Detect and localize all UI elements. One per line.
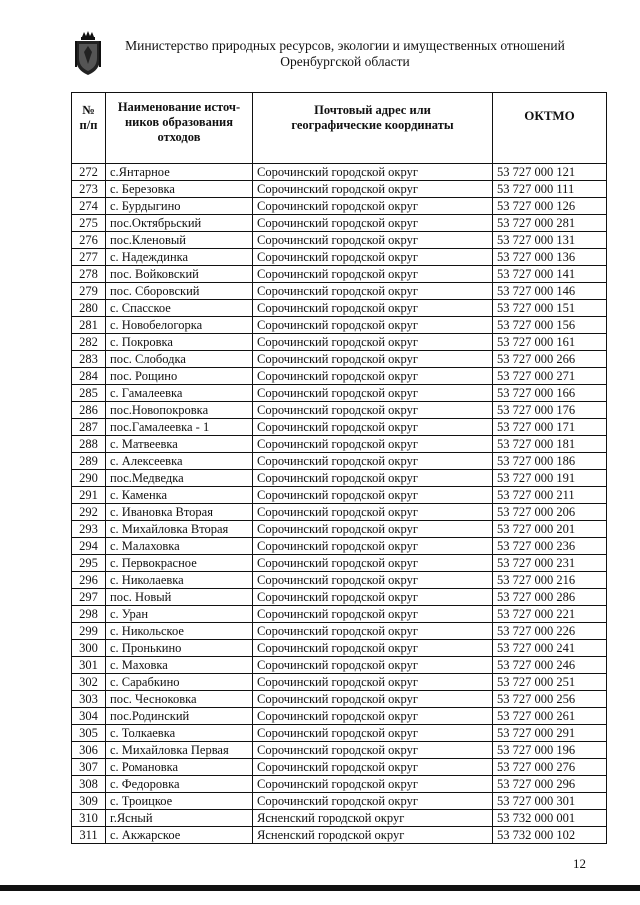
page-number: 12 [573,856,586,871]
row-number-cell: 285 [72,385,106,402]
row-number-cell: 292 [72,504,106,521]
oktmo-cell: 53 727 000 286 [493,589,607,606]
row-number-cell: 284 [72,368,106,385]
address-cell: Ясненский городской округ [253,810,493,827]
source-name-cell: с. Надеждинка [106,249,253,266]
column-header-address: Почтовый адрес или географические координаты [253,93,493,164]
table-row [72,572,607,589]
table-row [72,385,607,402]
address-cell: Сорочинский городской округ [253,793,493,810]
source-name-cell: с. Толкаевка [106,725,253,742]
source-name-cell: пос.Октябрьский [106,215,253,232]
source-name-cell: с. Федоровка [106,776,253,793]
address-cell: Сорочинский городской округ [253,470,493,487]
oktmo-cell: 53 727 000 291 [493,725,607,742]
table-row [72,504,607,521]
address-cell: Сорочинский городской округ [253,164,493,181]
oktmo-cell: 53 727 000 141 [493,266,607,283]
oktmo-cell: 53 727 000 236 [493,538,607,555]
table-row [72,487,607,504]
source-name-cell: пос.Медведка [106,470,253,487]
address-cell: Сорочинский городской округ [253,232,493,249]
address-cell: Сорочинский городской округ [253,555,493,572]
table-row [72,249,607,266]
table-row [72,334,607,351]
row-number-cell: 294 [72,538,106,555]
source-name-cell: с. Михайловка Первая [106,742,253,759]
oktmo-cell: 53 727 000 221 [493,606,607,623]
oktmo-cell: 53 727 000 261 [493,708,607,725]
table-body [72,164,607,844]
table-row [72,640,607,657]
address-cell: Сорочинский городской округ [253,538,493,555]
coat-of-arms-icon [73,30,103,76]
oktmo-cell: 53 727 000 206 [493,504,607,521]
oktmo-cell: 53 727 000 131 [493,232,607,249]
table-row [72,368,607,385]
oktmo-cell: 53 727 000 161 [493,334,607,351]
column-header-number: № п/п [72,93,106,164]
address-cell: Сорочинский городской округ [253,215,493,232]
source-name-cell: г.Ясный [106,810,253,827]
row-number-cell: 289 [72,453,106,470]
row-number-cell: 299 [72,623,106,640]
table-row [72,181,607,198]
address-cell: Сорочинский городской округ [253,334,493,351]
table-row [72,538,607,555]
row-number-cell: 279 [72,283,106,300]
table-row [72,776,607,793]
oktmo-cell: 53 732 000 102 [493,827,607,844]
oktmo-cell: 53 727 000 266 [493,351,607,368]
row-number-cell: 308 [72,776,106,793]
source-name-cell: с. Малаховка [106,538,253,555]
row-number-cell: 302 [72,674,106,691]
address-cell: Сорочинский городской округ [253,691,493,708]
oktmo-cell: 53 727 000 186 [493,453,607,470]
source-name-cell: с. Березовка [106,181,253,198]
row-number-cell: 282 [72,334,106,351]
row-number-cell: 280 [72,300,106,317]
row-number-cell: 276 [72,232,106,249]
oktmo-cell: 53 727 000 181 [493,436,607,453]
row-number-cell: 303 [72,691,106,708]
row-number-cell: 275 [72,215,106,232]
oktmo-cell: 53 727 000 251 [493,674,607,691]
header-region-line: Оренбургской области [280,54,410,69]
source-name-cell: с. Сарабкино [106,674,253,691]
column-header-oktmo: ОКТМО [493,93,607,164]
row-number-cell: 286 [72,402,106,419]
source-name-cell: пос. Рощино [106,368,253,385]
oktmo-cell: 53 727 000 216 [493,572,607,589]
oktmo-cell: 53 727 000 126 [493,198,607,215]
oktmo-cell: 53 727 000 156 [493,317,607,334]
table-row [72,232,607,249]
source-name-cell: пос. Сборовский [106,283,253,300]
oktmo-cell: 53 727 000 171 [493,419,607,436]
row-number-cell: 300 [72,640,106,657]
address-cell: Сорочинский городской округ [253,198,493,215]
address-cell: Сорочинский городской округ [253,759,493,776]
address-cell: Ясненский городской округ [253,827,493,844]
row-number-cell: 295 [72,555,106,572]
table-row [72,674,607,691]
source-name-cell: с. Ивановка Вторая [106,504,253,521]
source-name-cell: с. Романовка [106,759,253,776]
column-header-source-name: Наименование источ- ников образования отходов [106,93,253,164]
address-cell: Сорочинский городской округ [253,708,493,725]
table-header-row [72,93,607,164]
row-number-cell: 310 [72,810,106,827]
document-header [115,38,575,70]
address-cell: Сорочинский городской округ [253,402,493,419]
address-cell: Сорочинский городской округ [253,453,493,470]
address-cell: Сорочинский городской округ [253,776,493,793]
source-name-cell: с. Первокрасное [106,555,253,572]
source-name-cell: с. Гамалеевка [106,385,253,402]
source-name-cell: с. Михайловка Вторая [106,521,253,538]
source-name-cell: с. Матвеевка [106,436,253,453]
row-number-cell: 277 [72,249,106,266]
address-cell: Сорочинский городской округ [253,521,493,538]
address-cell: Сорочинский городской округ [253,181,493,198]
address-cell: Сорочинский городской округ [253,623,493,640]
table-row [72,725,607,742]
source-name-cell: с. Новобелогорка [106,317,253,334]
table-row [72,657,607,674]
address-cell: Сорочинский городской округ [253,504,493,521]
source-name-cell: с. Покровка [106,334,253,351]
source-name-cell: с. Уран [106,606,253,623]
oktmo-cell: 53 727 000 121 [493,164,607,181]
table-row [72,419,607,436]
row-number-cell: 304 [72,708,106,725]
oktmo-cell: 53 727 000 301 [493,793,607,810]
table-row [72,283,607,300]
address-cell: Сорочинский городской округ [253,283,493,300]
row-number-cell: 297 [72,589,106,606]
table-row [72,810,607,827]
address-cell: Сорочинский городской округ [253,640,493,657]
oktmo-cell: 53 727 000 281 [493,215,607,232]
address-cell: Сорочинский городской округ [253,266,493,283]
source-name-cell: с. Спасское [106,300,253,317]
source-name-cell: пос. Новый [106,589,253,606]
row-number-cell: 272 [72,164,106,181]
source-name-cell: с. Николаевка [106,572,253,589]
row-number-cell: 288 [72,436,106,453]
oktmo-cell: 53 727 000 256 [493,691,607,708]
table-row [72,164,607,181]
source-name-cell: пос.Родинский [106,708,253,725]
row-number-cell: 305 [72,725,106,742]
table-row [72,606,607,623]
oktmo-cell: 53 727 000 196 [493,742,607,759]
table-row [72,300,607,317]
oktmo-cell: 53 727 000 246 [493,657,607,674]
table-row [72,589,607,606]
address-cell: Сорочинский городской округ [253,589,493,606]
oktmo-cell: 53 727 000 296 [493,776,607,793]
oktmo-cell: 53 727 000 111 [493,181,607,198]
scan-edge-bar [0,885,640,891]
table-row [72,793,607,810]
oktmo-cell: 53 727 000 231 [493,555,607,572]
address-cell: Сорочинский городской округ [253,657,493,674]
table-row [72,691,607,708]
row-number-cell: 293 [72,521,106,538]
row-number-cell: 273 [72,181,106,198]
table-row [72,453,607,470]
oktmo-cell: 53 727 000 241 [493,640,607,657]
row-number-cell: 278 [72,266,106,283]
source-name-cell: пос.Кленовый [106,232,253,249]
oktmo-cell: 53 727 000 146 [493,283,607,300]
table-row [72,317,607,334]
table-row [72,521,607,538]
oktmo-cell: 53 727 000 226 [493,623,607,640]
source-name-cell: с. Пронькино [106,640,253,657]
header-ministry-line: Министерство природных ресурсов, экологии и имущественных отношений [125,38,565,53]
row-number-cell: 309 [72,793,106,810]
row-number-cell: 298 [72,606,106,623]
table-row [72,555,607,572]
address-cell: Сорочинский городской округ [253,436,493,453]
table-row [72,436,607,453]
row-number-cell: 291 [72,487,106,504]
oktmo-cell: 53 732 000 001 [493,810,607,827]
oktmo-cell: 53 727 000 201 [493,521,607,538]
oktmo-cell: 53 727 000 136 [493,249,607,266]
source-name-cell: с. Бурдыгино [106,198,253,215]
row-number-cell: 306 [72,742,106,759]
row-number-cell: 290 [72,470,106,487]
address-cell: Сорочинский городской округ [253,419,493,436]
source-name-cell: с. Каменка [106,487,253,504]
address-cell: Сорочинский городской округ [253,725,493,742]
address-cell: Сорочинский городской округ [253,249,493,266]
source-name-cell: с. Акжарское [106,827,253,844]
table-row [72,198,607,215]
table-row [72,623,607,640]
row-number-cell: 296 [72,572,106,589]
row-number-cell: 287 [72,419,106,436]
source-name-cell: с. Маховка [106,657,253,674]
source-name-cell: пос. Войковский [106,266,253,283]
row-number-cell: 307 [72,759,106,776]
address-cell: Сорочинский городской округ [253,572,493,589]
address-cell: Сорочинский городской округ [253,317,493,334]
oktmo-cell: 53 727 000 271 [493,368,607,385]
source-name-cell: пос. Чесноковка [106,691,253,708]
oktmo-cell: 53 727 000 151 [493,300,607,317]
row-number-cell: 283 [72,351,106,368]
table-row [72,402,607,419]
source-name-cell: пос. Слободка [106,351,253,368]
waste-sources-table [71,92,607,844]
address-cell: Сорочинский городской округ [253,385,493,402]
table-row [72,742,607,759]
oktmo-cell: 53 727 000 211 [493,487,607,504]
table-row [72,759,607,776]
source-name-cell: с. Троицкое [106,793,253,810]
address-cell: Сорочинский городской округ [253,674,493,691]
table-row [72,266,607,283]
source-name-cell: с.Янтарное [106,164,253,181]
row-number-cell: 311 [72,827,106,844]
row-number-cell: 281 [72,317,106,334]
source-name-cell: с. Алексеевка [106,453,253,470]
table-row [72,470,607,487]
table-row [72,708,607,725]
oktmo-cell: 53 727 000 191 [493,470,607,487]
address-cell: Сорочинский городской округ [253,487,493,504]
oktmo-cell: 53 727 000 166 [493,385,607,402]
address-cell: Сорочинский городской округ [253,742,493,759]
source-name-cell: пос.Гамалеевка - 1 [106,419,253,436]
address-cell: Сорочинский городской округ [253,351,493,368]
address-cell: Сорочинский городской округ [253,368,493,385]
address-cell: Сорочинский городской округ [253,300,493,317]
table-row [72,827,607,844]
row-number-cell: 301 [72,657,106,674]
oktmo-cell: 53 727 000 176 [493,402,607,419]
address-cell: Сорочинский городской округ [253,606,493,623]
table-row [72,351,607,368]
source-name-cell: с. Никольское [106,623,253,640]
table-row [72,215,607,232]
oktmo-cell: 53 727 000 276 [493,759,607,776]
row-number-cell: 274 [72,198,106,215]
source-name-cell: пос.Новопокровка [106,402,253,419]
